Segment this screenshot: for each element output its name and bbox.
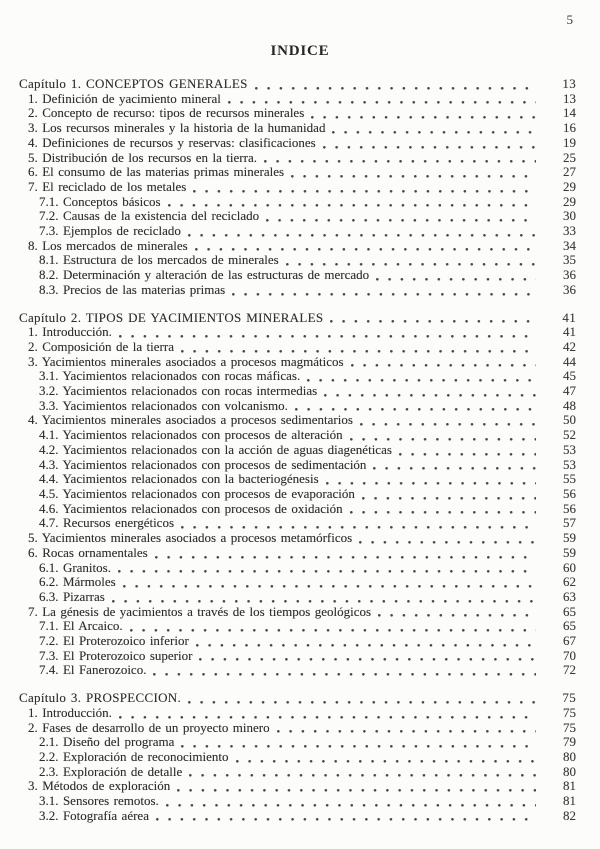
toc-entry-page: 82 [563,807,576,823]
toc-entry-page: 53 [563,441,576,457]
toc-entry-page: 30 [563,208,576,224]
toc-entry-title: 3. Yacimientos minerales asociados a procesos magmáticos [28,353,344,369]
toc-entry-row [0,165,576,180]
dot-leader [188,701,536,704]
toc-chapter-row [0,691,576,706]
toc-entry-row [0,487,576,502]
dot-leader [378,614,536,617]
toc-entry-title: 6.3. Pizarras [39,588,105,604]
toc-entry-title: 7. La génesis de yacimientos a través de los tiempos geológicos [28,603,372,619]
toc-chapter-title: Capítulo 1. CONCEPTOS GENERALES [19,76,248,91]
toc-chapter-block [0,77,576,298]
toc-entry-page: 29 [563,178,576,194]
toc-entry-row [0,735,576,750]
dot-leader [166,804,536,807]
toc-entry-title: 4.3. Yacimientos relacionados con procesos de sedimentación [39,456,367,472]
toc-entry-title: 8.3. Precios de las materias primas [39,281,226,297]
toc-entry-row [0,283,576,298]
toc-entry-row [0,325,576,340]
toc-entry-page: 42 [563,338,576,354]
toc-entry-row [0,253,576,268]
toc-entry-row [0,106,576,121]
dot-leader [181,745,536,748]
toc-entry-page: 36 [563,267,576,283]
dot-leader [228,101,536,104]
toc-entry-page: 50 [563,412,576,428]
toc-entry-row [0,750,576,765]
toc-entry-title: 2. Concepto de recurso: tipos de recursos minerales [28,105,305,121]
toc-entry-title: 4.5. Yacimientos relacionados con procesos de evaporación [39,485,355,501]
toc-entry-row [0,649,576,664]
toc-entry-title: 3.1. Sensores remotos. [39,793,159,809]
toc-entry-title: 4. Definiciones de recursos y reservas: clasificaciones [28,134,316,150]
toc-entry-page: 67 [563,633,576,649]
toc-entry-row [0,561,576,576]
toc-entry-page: 56 [563,500,576,516]
dot-leader [189,774,536,777]
toc-entry-title: 2.3. Exploración de detalle [39,763,183,779]
toc-entry-row [0,634,576,649]
toc-entry-row [0,794,576,809]
toc-entry-row [0,384,576,399]
toc-entry-page: 79 [563,734,576,750]
toc-entry-title: 4. Yacimientos minerales asociados a procesos sedimentarios [28,412,353,428]
toc-entry-title: 8.1. Estructura de los mercados de minerales [39,252,279,268]
dot-leader [362,497,536,500]
toc-entry-row [0,663,576,678]
toc-entry-title: 3.1. Yacimientos relacionados con rocas máficas. [39,368,301,384]
toc-entry-title: 4.1. Yacimientos relacionados con procesos de alteración [39,427,343,443]
dot-leader [181,350,536,353]
toc-entry-page: 80 [563,748,576,764]
dot-leader [332,131,536,134]
toc-entry-title: 3. Los recursos minerales y la historia de la humanidad [28,120,326,136]
toc-entry-title: 4.6. Yacimientos relacionados con procesos de oxidación [39,500,343,516]
toc-entry-page: 36 [563,281,576,297]
dot-leader [324,394,536,397]
dot-leader [181,526,536,529]
toc-entry-title: 7.2. Causas de la existencia del reciclado [39,208,260,224]
toc-entry-page: 19 [563,134,576,150]
toc-entry-page: 53 [563,456,576,472]
dot-leader [359,541,536,544]
toc-entry-title: 3.2. Fotografía aérea [39,807,149,823]
toc-entry-page: 27 [563,164,576,180]
toc-entry-page: 63 [563,588,576,604]
toc-entry-title: 7.3. El Proterozoico superior [39,647,193,663]
toc-entry-page: 52 [563,427,576,443]
toc-entry-row [0,502,576,517]
dot-leader [123,585,536,588]
toc-entry-title: 2. Fases de desarrollo de un proyecto minero [28,719,270,735]
toc-entry-row [0,443,576,458]
toc-entry-title: 6.1. Granitos. [39,559,111,575]
toc-entry-page: 14 [563,105,576,121]
dot-leader [399,453,536,456]
toc-chapter-block [0,691,576,823]
toc-entry-page: 13 [563,90,576,106]
toc-entry-title: 5. Yacimientos minerales asociados a procesos metamórficos [28,530,353,546]
toc-entry-row [0,458,576,473]
dot-leader [177,789,536,792]
toc-entry-title: 7.2. El Proterozoico inferior [39,633,189,649]
dot-leader [373,467,536,470]
page-number: 5 [566,12,573,27]
toc-entry-row [0,706,576,721]
toc-entry-row [0,413,576,428]
toc-entry-title: 7.1. El Arcaico. [39,618,123,634]
toc-entry-row [0,151,576,166]
toc-entry-page: 80 [563,763,576,779]
toc-entry-row [0,224,576,239]
toc-entry-row [0,136,576,151]
dot-leader [112,600,536,603]
dot-leader [236,760,536,763]
toc-entry-title: 8.2. Determinación y alteración de las estructuras de mercado [39,267,370,283]
dot-leader [264,160,536,163]
toc-entry-row [0,605,576,620]
toc-entry-row [0,809,576,824]
toc-entry-title: 4.7. Recursos energéticos [39,515,175,531]
toc-entry-row [0,531,576,546]
dot-leader [376,278,536,281]
toc-entry-page: 59 [563,544,576,560]
toc-entry-page: 41 [563,324,576,340]
toc-entry-page: 72 [563,662,576,678]
toc-entry-page: 29 [563,193,576,209]
dot-leader [168,204,536,207]
toc-entry-title: 3.2. Yacimientos relacionados con rocas intermedias [39,383,318,399]
toc-entry-title: 7.1. Conceptos básicos [39,193,161,209]
dot-leader [350,438,536,441]
toc-entry-row [0,765,576,780]
dot-leader [188,234,536,237]
dot-leader [326,482,536,485]
toc-entry-title: 7.3. Ejemplos de reciclado [39,223,181,239]
toc-entry-title: 2. Composición de la tierra [28,338,174,354]
toc-entry-page: 65 [563,603,576,619]
toc-entry-row [0,92,576,107]
toc-entry-page: 75 [563,704,576,720]
toc-entry-title: 1. Introducción. [28,324,112,340]
dot-leader [295,408,536,411]
toc-entry-page: 35 [563,252,576,268]
dot-leader [232,293,536,296]
toc-entry-row [0,180,576,195]
dot-leader [155,556,536,559]
toc-entry-page: 44 [563,353,576,369]
toc-entry-title: 7. El reciclado de los metales [28,178,187,194]
toc-entry-title: 6. Rocas ornamentales [28,544,148,560]
toc-chapter-page: 41 [562,309,576,325]
toc-chapter-row [0,77,576,92]
dot-leader [351,364,536,367]
dot-leader [119,335,536,338]
toc-chapter-page: 13 [562,76,576,91]
toc-entry-page: 55 [563,471,576,487]
toc-entry-page: 47 [563,383,576,399]
dot-leader [323,146,536,149]
dot-leader [330,320,536,323]
toc-chapter-page: 75 [562,690,576,706]
toc-entry-row [0,340,576,355]
toc-entry-row [0,121,576,136]
toc-entry-title: 6. El consumo de las materias primas minerales [28,164,285,180]
toc-entry-page: 81 [563,778,576,794]
dot-leader [311,116,536,119]
dot-leader [195,248,536,251]
toc-chapter-block [0,311,576,679]
toc-chapter-row [0,311,576,326]
toc-entry-page: 25 [563,149,576,165]
toc-entry-page: 57 [563,515,576,531]
toc-entry-title: 3.3. Yacimientos relacionados con volcanismo. [39,397,288,413]
toc-entry-row [0,355,576,370]
toc-entry-row [0,195,576,210]
toc-entry-row [0,268,576,283]
toc-entry-page: 75 [563,719,576,735]
toc-entry-page: 48 [563,397,576,413]
toc-entry-row [0,428,576,443]
toc-entry-page: 70 [563,647,576,663]
dot-leader [307,379,536,382]
toc-entry-row [0,619,576,634]
toc-entry-title: 6.2. Mármoles [39,574,116,590]
dot-leader [291,175,536,178]
dot-leader [153,673,536,676]
toc-entry-title: 7.4. El Fanerozoico. [39,662,147,678]
toc-entry-page: 34 [563,237,576,253]
toc-chapter-title: Capítulo 2. TIPOS DE YACIMIENTOS MINERALES [19,309,324,325]
toc-entry-page: 60 [563,559,576,575]
page-title: INDICE [270,43,330,59]
toc-entry-row [0,516,576,531]
toc-entry-title: 2.1. Diseño del programa [39,734,175,750]
toc-entry-row [0,779,576,794]
dot-leader [156,818,536,821]
toc-entry-row [0,721,576,736]
toc-entry-row [0,209,576,224]
toc-entry-page: 62 [563,574,576,590]
toc-chapter-title: Capítulo 3. PROSPECCION. [19,690,182,706]
dot-leader [199,658,536,661]
dot-leader [350,511,536,514]
toc-entry-page: 45 [563,368,576,384]
dot-leader [118,570,536,573]
toc-entry-title: 1. Introducción. [28,704,112,720]
dot-leader [286,263,536,266]
dot-leader [130,629,536,632]
toc-entry-page: 33 [563,223,576,239]
toc-entry-page: 16 [563,120,576,136]
dot-leader [119,716,536,719]
toc-entry-row [0,399,576,414]
toc-entry-title: 3. Métodos de exploración [28,778,171,794]
toc-entry-page: 65 [563,618,576,634]
dot-leader [193,190,536,193]
toc-entry-page: 59 [563,530,576,546]
toc-entry-row [0,546,576,561]
toc-entry-row [0,239,576,254]
toc-entry-title: 4.2. Yacimientos relacionados con la acción de aguas diagenéticas [39,441,392,457]
toc-entry-page: 81 [563,793,576,809]
toc-entry-title: 8. Los mercados de minerales [28,237,188,253]
dot-leader [360,423,536,426]
dot-leader [266,219,536,222]
toc-entry-title: 2.2. Exploración de reconocimiento [39,748,229,764]
toc-entry-title: 4.4. Yacimientos relacionados con la bacteriogénesis [39,471,319,487]
dot-leader [277,730,536,733]
toc-entry-row [0,369,576,384]
toc-entry-row [0,472,576,487]
toc-entry-title: 5. Distribución de los recursos en la tierra. [28,149,257,165]
toc-entry-title: 1. Definición de yacimiento mineral [28,90,221,106]
dot-leader [196,644,536,647]
toc-entry-row [0,590,576,605]
dot-leader [255,87,536,90]
table-of-contents [0,60,600,823]
toc-entry-page: 56 [563,485,576,501]
toc-entry-row [0,575,576,590]
